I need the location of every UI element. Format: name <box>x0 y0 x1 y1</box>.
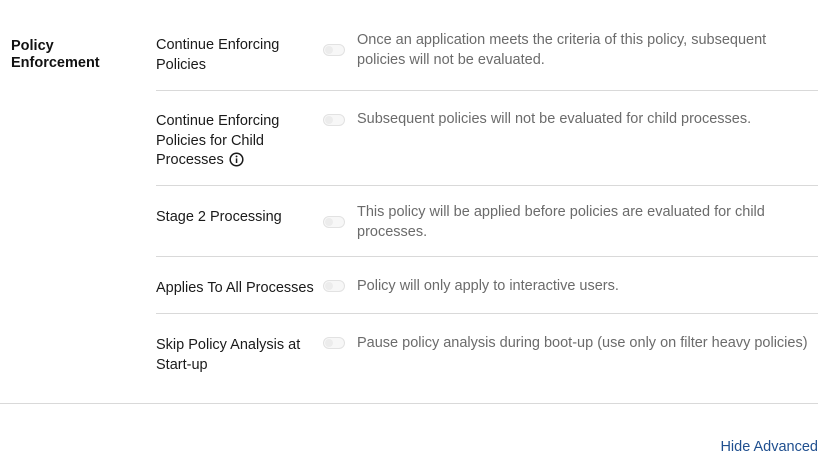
setting-label: Skip Policy Analysis at Start-up <box>156 337 301 373</box>
setting-label-text: Continue Enforcing Policies for Child Processes <box>156 113 280 168</box>
setting-description: Once an application meets the criteria of this policy, subsequent policies will not be evaluated. <box>357 32 767 68</box>
setting-label: Applies To All Processes <box>156 280 314 296</box>
setting-row-all-processes <box>156 256 818 314</box>
hide-advanced-link[interactable]: Hide Advanced <box>720 439 818 455</box>
continue-enforcing-toggle[interactable] <box>323 44 345 56</box>
setting-description: Subsequent policies will not be evaluated for child processes. <box>357 111 752 127</box>
setting-row-skip-analysis <box>156 313 818 403</box>
setting-row-continue-enforcing <box>156 0 818 91</box>
setting-description: This policy will be applied before policies are evaluated for child processes. <box>357 204 765 240</box>
section-title: Policy Enforcement <box>11 38 100 71</box>
info-icon[interactable] <box>229 152 244 174</box>
setting-label <box>156 112 316 174</box>
setting-description: Pause policy analysis during boot-up (use only on filter heavy policies) <box>357 335 808 351</box>
applies-to-all-processes-toggle[interactable] <box>323 280 345 292</box>
setting-label: Continue Enforcing Policies <box>156 37 280 73</box>
setting-row-stage-2 <box>156 185 818 257</box>
section-divider <box>0 403 818 404</box>
setting-label: Stage 2 Processing <box>156 209 282 225</box>
skip-policy-analysis-toggle[interactable] <box>323 337 345 349</box>
setting-row-child-processes <box>156 90 818 186</box>
stage-2-processing-toggle[interactable] <box>323 216 345 228</box>
child-processes-toggle[interactable] <box>323 114 345 126</box>
setting-description: Policy will only apply to interactive users. <box>357 278 619 294</box>
